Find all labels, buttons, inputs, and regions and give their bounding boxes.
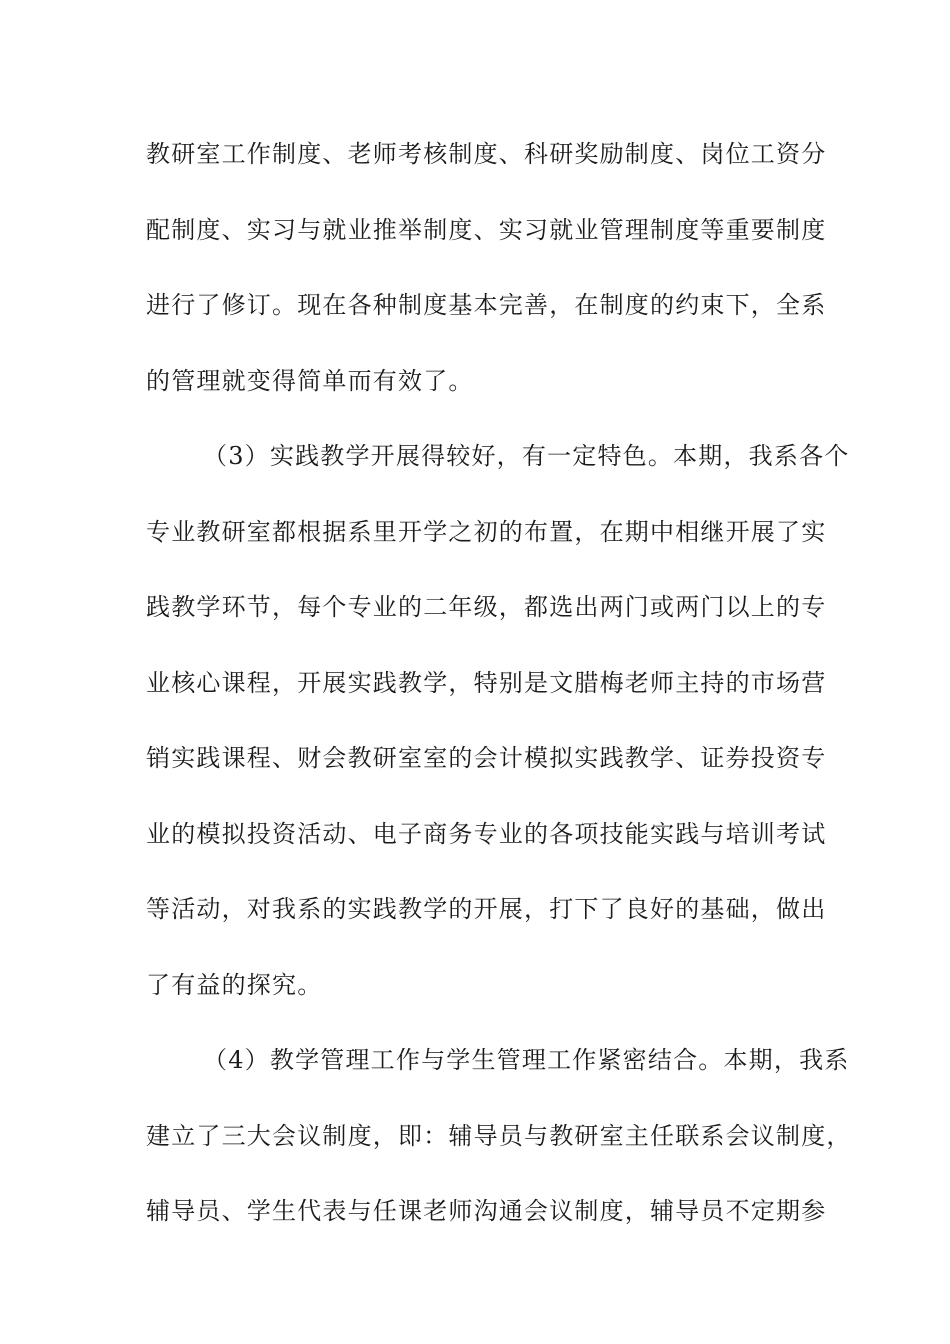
text-line: 业的模拟投资活动、电子商务专业的各项技能实践与培训考试 — [146, 819, 827, 848]
text-line: 等活动，对我系的实践教学的开展，打下了良好的基础，做出 — [146, 895, 827, 923]
text-line: 销实践课程、财会教研室室的会计模拟实践教学、证券投资专 — [146, 744, 827, 772]
paragraph-4-first-line: （4）教学管理工作与学生管理工作紧密结合。本期，我系 — [203, 1046, 850, 1074]
paragraph-3-first-line: （3）实践教学开展得较好，有一定特色。本期，我系各个 — [203, 442, 850, 470]
text-line: 的管理就变得简单而有效了。 — [146, 366, 474, 395]
text-line: 进行了修订。现在各种制度基本完善，在制度的约束下，全系 — [146, 291, 827, 319]
text-line: 教研室工作制度、老师考核制度、科研奖励制度、岗位工资分 — [146, 140, 827, 168]
document-body — [146, 128, 852, 1261]
text-line: 践教学环节，每个专业的二年级，都选出两门或两门以上的专 — [146, 593, 827, 621]
text-line: 建立了三大会议制度，即：辅导员与教研室主任联系会议制度， — [146, 1121, 852, 1150]
text-line: 了有益的探究。 — [146, 970, 323, 999]
text-line: 配制度、实习与就业推举制度、实习就业管理制度等重要制度 — [146, 215, 827, 244]
text-line: 专业教研室都根据系里开学之初的布置，在期中相继开展了实 — [146, 517, 827, 546]
text-line: 业核心课程，开展实践教学，特别是文腊梅老师主持的市场营 — [146, 668, 827, 697]
text-line: 辅导员、学生代表与任课老师沟通会议制度，辅导员不定期参 — [146, 1197, 827, 1225]
